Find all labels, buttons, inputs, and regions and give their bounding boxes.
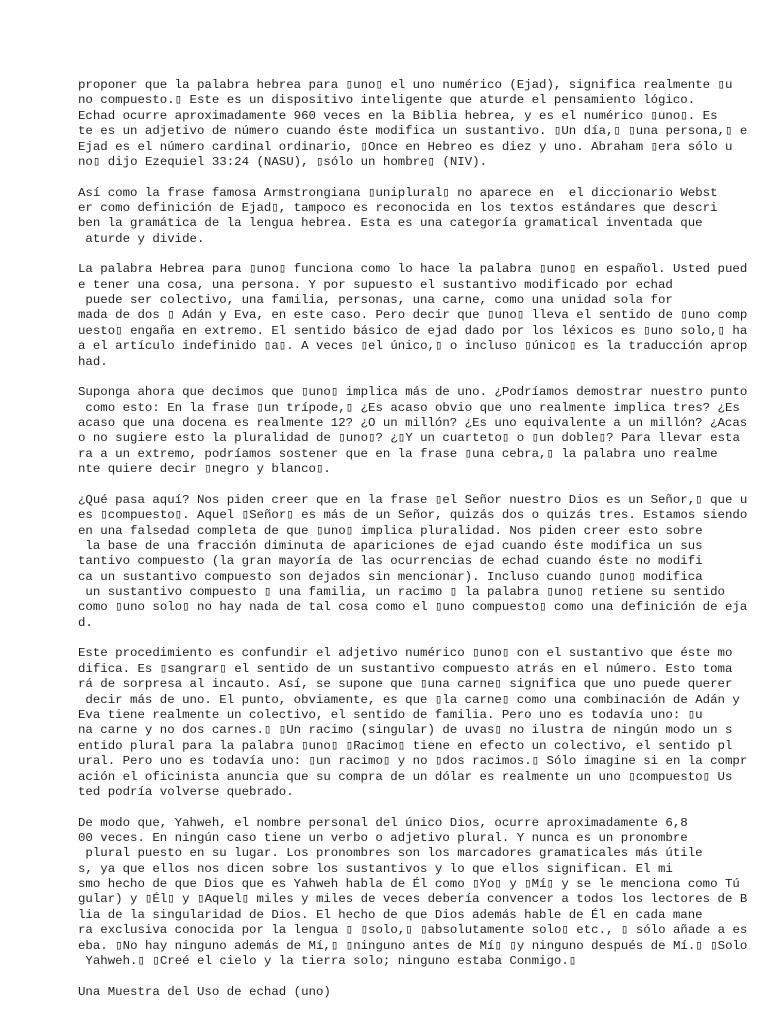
text-line: er como definición de Ejad▯, tampoco es reconocida en los textos estándares que descri (78, 200, 718, 215)
text-line: La palabra Hebrea para ▯uno▯ funciona como lo hace la palabra ▯uno▯ en español. Usted pued (78, 262, 748, 277)
text-line: Echad ocurre aproximadamente 960 veces en la Biblia hebrea, y es el numérico ▯uno▯. Es (78, 108, 718, 123)
text-line: como ▯uno solo▯ no hay nada de tal cosa como el ▯uno compuesto▯ como una definición de eja (78, 600, 748, 615)
text-line: eba. ▯No hay ninguno además de Mí,▯ ▯ninguno antes de Mí▯ ▯y ninguno después de Mí.▯ ▯Solo (78, 938, 748, 953)
text-line: acaso que una docena es realmente 12? ¿O un millón? ¿Es uno equivalente a un millón? ¿Acas (78, 415, 748, 430)
text-line: e tener una cosa, una persona. Y por supuesto el sustantivo modificado por echad (78, 277, 673, 292)
text-line: en una falsedad completa de que ▯uno▯ implica pluralidad. Nos piden creer esto sobre (78, 523, 703, 538)
text-line: difica. Es ▯sangrar▯ el sentido de un sustantivo compuesto atrás en el número. Esto toma (78, 661, 733, 676)
text-line: 00 veces. En ningún caso tiene un verbo o adjetivo plural. Y nunca es un pronombre (78, 830, 688, 845)
text-line: mada de dos ▯ Adán y Eva, en este caso. Pero decir que ▯uno▯ lleva el sentido de ▯uno comp (78, 308, 748, 323)
text-line: Así como la frase famosa Armstrongiana ▯uniplural▯ no aparece en el diccionario Webst (78, 185, 718, 200)
text-line: Yahweh.▯ ▯Creé el cielo y la tierra solo; ninguno estaba Conmigo.▯ (78, 954, 577, 969)
text-line: uesto▯ engaña en extremo. El sentido básico de ejad dado por los léxicos es ▯uno solo,▯ ha (78, 323, 748, 338)
text-line: Eva tiene realmente un colectivo, el sentido de familia. Pero uno es todavía uno: ▯u (78, 708, 703, 722)
text-line: la base de una fracción diminuta de apariciones de ejad cuando éste modifica un sus (78, 538, 703, 553)
text-line: De modo que, Yahweh, el nombre personal del único Dios, ocurre aproximadamente 6,8 (78, 815, 688, 830)
text-line: had. (78, 354, 108, 369)
text-line: smo hecho de que Dios que es Yahweh habla de Él como ▯Yo▯ y ▯Mí▯ y se le menciona como Tú (78, 877, 740, 892)
text-line: aturde y divide. (78, 231, 205, 246)
text-line: rá de sorpresa al incauto. Así, se supone que ▯una carne▯ significa que uno puede querer (78, 677, 733, 692)
text-line: Ejad es el número cardinal ordinario, ▯Once en Hebreo es diez y uno. Abraham ▯era sólo u (78, 139, 733, 154)
text-line: ben la gramática de la lengua hebrea. Esta es una categoría gramatical inventada que (78, 216, 703, 231)
paragraph-2 (78, 186, 768, 248)
text-line: proponer que la palabra hebrea para ▯uno▯ el uno numérico (Ejad), significa realmente ▯u (78, 78, 733, 92)
paragraph-7 (78, 816, 768, 970)
text-line: Suponga ahora que decimos que ▯uno▯ implica más de uno. ¿Podríamos demostrar nuestro punto (78, 385, 748, 400)
paragraph-5 (78, 493, 768, 632)
text-line: ca un sustantivo compuesto son dejados sin mencionar). Incluso cuando ▯uno▯ modifica (78, 569, 703, 584)
document-page (78, 78, 768, 1015)
text-line: o no sugiere esto la pluralidad de ▯uno▯? ¿▯Y un cuarteto▯ o ▯un doble▯? Para llevar esta (78, 431, 740, 446)
text-line: lia de la singularidad de Dios. El hecho de que Dios además hable de Él en cada mane (78, 907, 703, 922)
text-line: Una Muestra del Uso de echad (uno) (78, 984, 331, 999)
text-line: no compuesto.▯ Este es un dispositivo inteligente que aturde el pensamiento lógico. (78, 93, 696, 108)
text-line: ural. Pero uno es todavía uno: ▯un racimo▯ y no ▯dos racimos.▯ Sólo imagine si en la compr (78, 754, 748, 769)
text-line: ra a un extremo, podríamos sostener que en la frase ▯una cebra,▯ la palabra uno realme (78, 446, 718, 461)
paragraph-4 (78, 385, 768, 477)
text-line: no▯ dijo Ezequiel 33:24 (NASU), ▯sólo un hombre▯ (NIV). (78, 154, 488, 169)
text-line: ra exclusiva conocida por la lengua ▯ ▯solo,▯ ▯absolutamente solo▯ etc., ▯ sólo añade a es (78, 923, 748, 938)
text-line: puede ser colectivo, una familia, personas, una carne, como una unidad sola for (78, 293, 673, 308)
text-line: s, ya que ellos nos dicen sobre los sustantivos y lo que ellos significan. El mi (78, 861, 673, 876)
paragraph-3 (78, 262, 768, 370)
text-line: te es un adjetivo de número cuando éste modifica un sustantivo. ▯Un día,▯ ▯una persona,▯ e (78, 124, 748, 139)
text-line: ¿Qué pasa aquí? Nos piden creer que en la frase ▯el Señor nuestro Dios es un Señor,▯ que u (78, 492, 748, 507)
text-line: Este procedimiento es confundir el adjetivo numérico ▯uno▯ con el sustantivo que éste mo (78, 646, 733, 661)
text-line: nte quiere decir ▯negro y blanco▯. (78, 462, 331, 477)
text-line: a el artículo indefinido ▯a▯. A veces ▯el único,▯ o incluso ▯único▯ es la traducción aprop (78, 339, 748, 354)
text-line: ación el oficinista anuncia que su compra de un dólar es realmente un uno ▯compuesto▯ Us (78, 769, 733, 784)
text-line: d. (78, 615, 93, 630)
text-line: na carne y no dos carnes.▯ ▯Un racimo (singular) de uvas▯ no ilustra de ningún modo un s (78, 723, 733, 738)
section-heading (78, 985, 768, 1000)
text-line: es ▯compuesto▯. Aquel ▯Señor▯ es más de un Señor, quizás dos o quizás tres. Estamos siendo (78, 508, 748, 523)
paragraph-1 (78, 78, 768, 170)
text-line: entido plural para la palabra ▯uno▯ ▯Racimo▯ tiene en efecto un colectivo, el sentido pl (78, 738, 733, 753)
text-line: ted podría volverse quebrado. (78, 784, 294, 799)
text-line: decir más de uno. El punto, obviamente, es que ▯la carne▯ como una combinación de Adán y (78, 692, 740, 707)
paragraph-6 (78, 646, 768, 800)
text-line: tantivo compuesto (la gran mayoría de las ocurrencias de echad cuando éste no modifi (78, 554, 703, 569)
text-line: gular) y ▯Él▯ y ▯Aquel▯ miles y miles de veces debería convencer a todos los lectores de B (78, 892, 748, 907)
text-line: plural puesto en su lugar. Los pronombres son los marcadores gramaticales más útile (78, 846, 703, 861)
text-line: como esto: En la frase ▯un trípode,▯ ¿Es acaso obvio que uno realmente implica tres? ¿Es (78, 400, 740, 415)
text-line: un sustantivo compuesto ▯ una familia, un racimo ▯ la palabra ▯uno▯ retiene su sentido (78, 585, 725, 600)
